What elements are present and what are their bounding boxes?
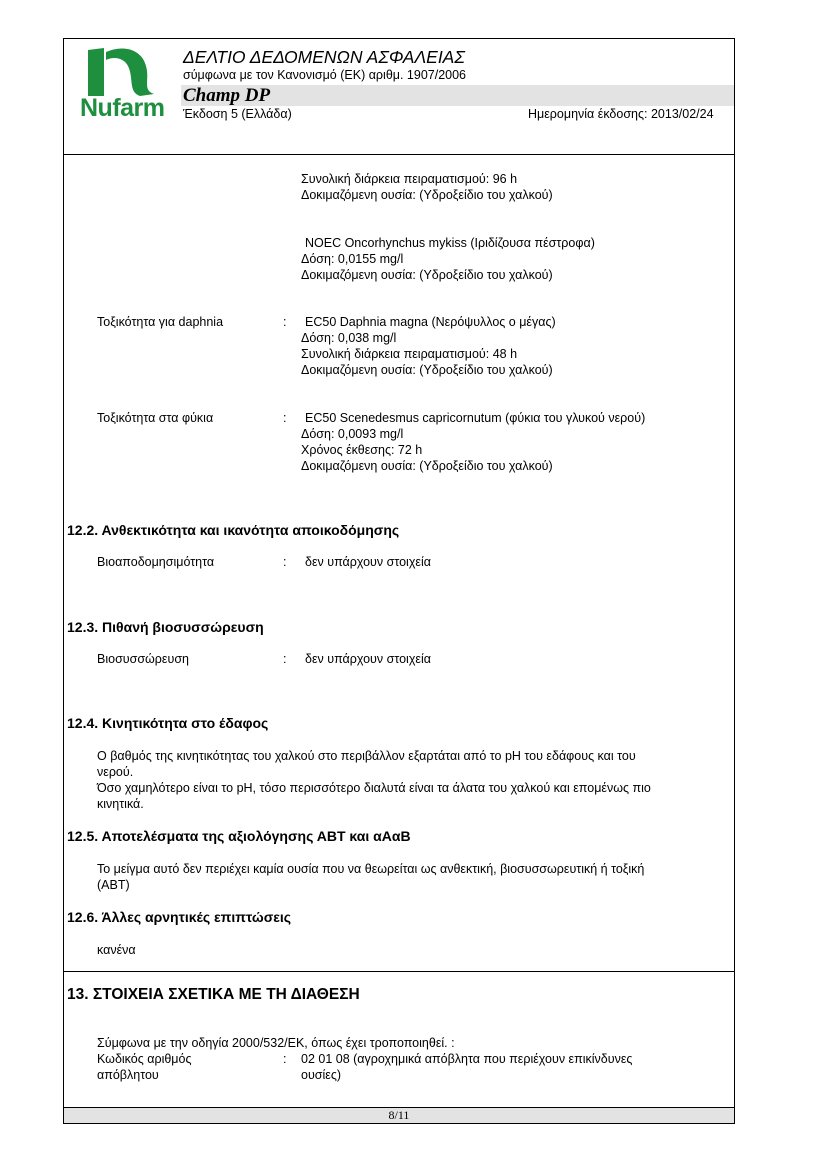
waste-code-label-line-1: Κωδικός αριθμός xyxy=(97,1052,192,1066)
noec-dose: Δόση: 0,0155 mg/l xyxy=(301,252,404,266)
document-title: ΔΕΛΤΙΟ ΔΕΔΟΜΕΝΩΝ ΑΣΦΑΛΕΙΑΣ xyxy=(183,47,465,67)
section-12-6-heading: 12.6. Άλλες αρνητικές επιπτώσεις xyxy=(67,909,292,925)
pbt-text-line-1: Το μείγμα αυτό δεν περιέχει καμία ουσία που να θεωρείται ως ανθεκτική, βιοσυσσωρευτική ή τοξική xyxy=(97,862,645,876)
mobility-text-line-4: κινητικά. xyxy=(97,797,144,811)
bioaccumulation-colon: : xyxy=(283,652,287,666)
waste-code-colon: : xyxy=(283,1052,287,1066)
bioaccumulation-value: δεν υπάρχουν στοιχεία xyxy=(305,652,431,666)
noec-title: NOEC Oncorhynchus mykiss (Ιριδίζουσα πέστροφα) xyxy=(305,236,595,250)
section-12-5-heading: 12.5. Αποτελέσματα της αξιολόγησης ΑΒΤ και αΑαΒ xyxy=(67,828,411,844)
header-divider xyxy=(63,154,735,155)
tox-substance: Δοκιμαζόμενη ουσία: (Υδροξείδιο του χαλκού) xyxy=(301,188,553,202)
section-13-divider xyxy=(63,971,735,972)
daphnia-label: Τοξικότητα για daphnia xyxy=(97,315,224,329)
section-13-heading: 13. ΣΤΟΙΧΕΙΑ ΣΧΕΤΙΚΑ ΜΕ ΤΗ ΔΙΑΘΕΣΗ xyxy=(67,986,360,1003)
document-subtitle: σύμφωνα με τον Κανονισμό (ΕΚ) αριθμ. 1907/2006 xyxy=(183,68,467,82)
mobility-text-line-2: νερού. xyxy=(97,765,134,779)
tox-duration: Συνολική διάρκεια πειραματισμού: 96 h xyxy=(301,172,518,186)
daphnia-dose: Δόση: 0,038 mg/l xyxy=(301,331,397,345)
daphnia-colon: : xyxy=(283,315,287,329)
waste-code-value-line-2: ουσίες) xyxy=(301,1068,342,1082)
edition-text: Έκδοση 5 (Ελλάδα) xyxy=(183,107,292,121)
nufarm-logo-icon xyxy=(84,44,160,98)
waste-code-label-line-2: απόβλητου xyxy=(97,1068,159,1082)
biodegradability-value: δεν υπάρχουν στοιχεία xyxy=(305,555,431,569)
logo-text: Nufarm xyxy=(80,94,165,122)
disposal-intro: Σύμφωνα με την οδηγία 2000/532/ΕΚ, όπως έχει τροποποιηθεί. : xyxy=(97,1036,455,1050)
issue-date: Ημερομηνία έκδοσης: 2013/02/24 xyxy=(528,107,714,121)
daphnia-substance: Δοκιμαζόμενη ουσία: (Υδροξείδιο του χαλκού) xyxy=(301,363,553,377)
algae-colon: : xyxy=(283,411,287,425)
daphnia-duration: Συνολική διάρκεια πειραματισμού: 48 h xyxy=(301,347,518,361)
section-12-4-heading: 12.4. Κινητικότητα στο έδαφος xyxy=(67,715,269,731)
product-name: Champ DP xyxy=(183,85,271,106)
algae-substance: Δοκιμαζόμενη ουσία: (Υδροξείδιο του χαλκού) xyxy=(301,459,553,473)
daphnia-title: EC50 Daphnia magna (Νερόψυλλος ο μέγας) xyxy=(305,315,556,329)
section-12-3-heading: 12.3. Πιθανή βιοσυσσώρευση xyxy=(67,619,264,635)
algae-time: Χρόνος έκθεσης: 72 h xyxy=(301,443,423,457)
mobility-text-line-3: Όσο χαμηλότερο είναι το pH, τόσο περισσότερο διαλυτά είναι τα άλατα του χαλκού και επομένως πιο xyxy=(97,781,651,795)
bioaccumulation-label: Βιοσυσσώρευση xyxy=(97,652,189,666)
mobility-text-line-1: Ο βαθμός της κινητικότητας του χαλκού στο περιβάλλον εξαρτάται από το pH του εδάφους και του xyxy=(97,749,636,763)
algae-dose: Δόση: 0,0093 mg/l xyxy=(301,427,404,441)
algae-label: Τοξικότητα στα φύκια xyxy=(97,411,214,425)
other-effects-value: κανένα xyxy=(97,943,136,957)
pbt-text-line-2: (ΑΒΤ) xyxy=(97,878,130,892)
waste-code-value-line-1: 02 01 08 (αγροχημικά απόβλητα που περιέχουν επικίνδυνες xyxy=(301,1052,633,1066)
biodegradability-label: Βιοαποδομησιμότητα xyxy=(97,555,215,569)
noec-substance: Δοκιμαζόμενη ουσία: (Υδροξείδιο του χαλκού) xyxy=(301,268,553,282)
biodegradability-colon: : xyxy=(283,555,287,569)
page-number: 8/11 xyxy=(64,1108,734,1123)
algae-title: EC50 Scenedesmus capricornutum (φύκια του γλυκού νερού) xyxy=(305,411,646,425)
section-12-2-heading: 12.2. Ανθεκτικότητα και ικανότητα αποικοδόμησης xyxy=(67,522,400,538)
